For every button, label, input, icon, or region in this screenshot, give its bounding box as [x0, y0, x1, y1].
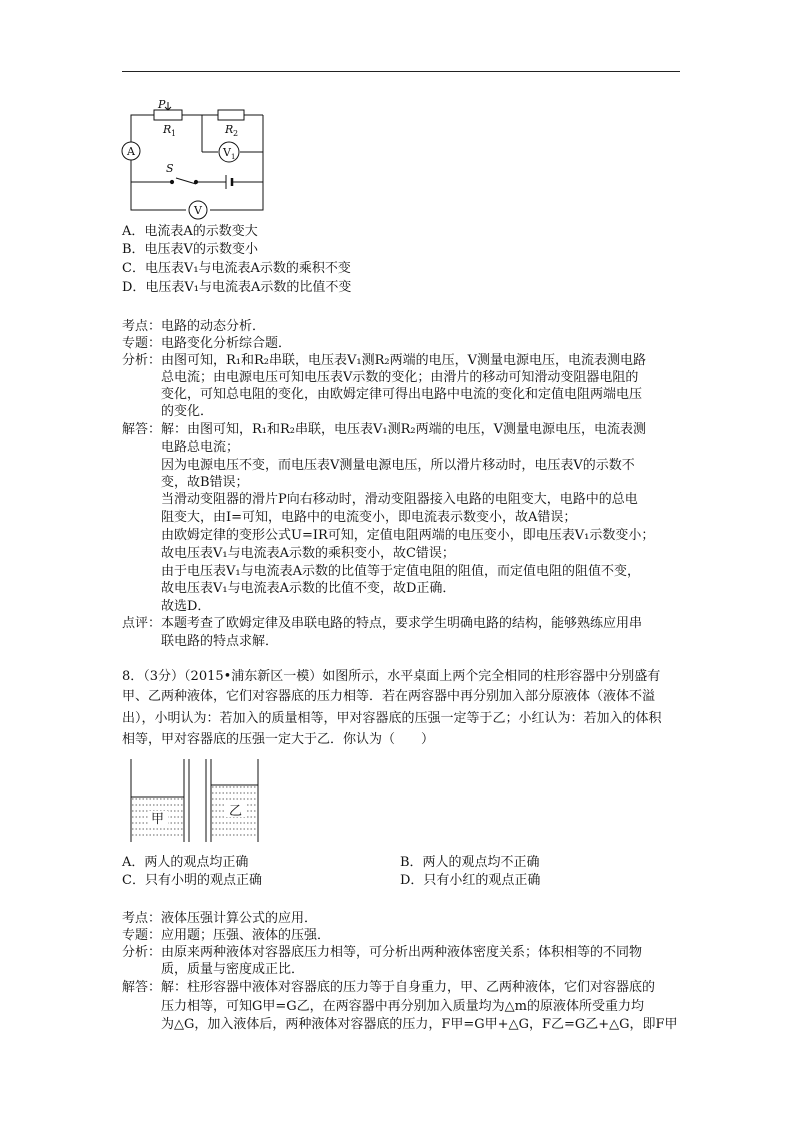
header-rule [122, 71, 680, 72]
q8-option-c: C．只有小明的观点正确 [122, 873, 262, 888]
q7-analysis-line: 总电流；由电源电压可知电压表V示数的变化；由滑片的移动可知滑动变阻器电阻的 [122, 370, 639, 385]
voltmeter-v1-sub: 1 [231, 153, 236, 161]
containers-figure [126, 757, 266, 847]
q7-option-b: B．电压表V的示数变小 [122, 242, 258, 257]
label-p: P [158, 98, 166, 111]
ammeter-a-label: A [127, 145, 135, 158]
q8-analysis-line: 为△G，加入液体后，两种液体对容器底的压力，F甲=G甲+△G，F乙=G乙+△G，即F甲 [122, 1017, 678, 1032]
q7-analysis-line: 点评：本题考查了欧姆定律及串联电路的特点，要求学生明确电路的结构，能够熟练应用串 [122, 616, 643, 631]
q7-analysis-line: 的变化． [122, 404, 214, 419]
q8-option-a: A．两人的观点均正确 [122, 855, 249, 870]
q8-stem-line: 8．（3分）（2015•浦东新区一模）如图所示，水平桌面上两个完全相同的柱形容器中分别盛有 [122, 669, 661, 684]
q7-analysis-line: 变，故B错误； [122, 475, 249, 490]
voltmeter-v1-label: V [223, 146, 231, 159]
q7-analysis-line: 故电压表V₁与电流表A示数的比值不变，故D正确． [122, 581, 456, 596]
q7-analysis-line: 故电压表V₁与电流表A示数的乘积变小，故C错误； [122, 546, 455, 561]
voltmeter-v-label: V [194, 204, 202, 217]
q7-analysis-line: 由于电压表V₁与电流表A示数的比值等于定值电阻的阻值，而定值电阻的阻值不变， [122, 564, 640, 579]
q7-analysis-line: 阻变大，由I=可知，电路中的电流变小，即电流表示数变小，故A错误； [122, 510, 577, 525]
q8-analysis-line: 分析：由原来两种液体对容器底压力相等，可分析出两种液体密度关系；体积相等的不同物 [122, 945, 643, 960]
q7-analysis-line: 分析：由图可知，R₁和R₂串联，电压表V₁测R₂两端的电压，V测量电源电压，电流表测电路 [122, 353, 646, 368]
q7-analysis-line: 联电路的特点求解． [122, 634, 279, 649]
q7-analysis-line: 考点：电路的动态分析． [122, 319, 266, 334]
q7-analysis-line: 解答：解：由图可知，R₁和R₂串联，电压表V₁测R₂两端的电压，V测量电源电压，电流表测 [122, 422, 646, 437]
q7-analysis-line: 变化，可知总电阻的变化，由欧姆定律可得出电路中电流的变化和定值电阻两端电压 [122, 387, 643, 402]
q7-option-c: C．电压表V₁与电流表A示数的乘积不变 [122, 261, 351, 276]
q8-analysis-line: 质，质量与密度成正比． [122, 962, 305, 977]
q8-analysis-line: 专题：应用题；压强、液体的压强． [122, 928, 331, 943]
q8-stem-line: 相等，甲对容器底的压强一定大于乙．你认为（ ） [122, 732, 435, 747]
q7-analysis-line: 故选D． [122, 599, 211, 614]
q7-analysis-line: 电路总电流； [122, 440, 240, 455]
label-r1-sub: 1 [171, 129, 177, 138]
circuit-diagram [118, 98, 268, 220]
q8-analysis-line: 解答：解：柱形容器中液体对容器底的压力等于自身重力，甲、乙两种液体，它们对容器底的 [122, 980, 656, 995]
q8-stem-line: 出），小明认为：若加入的质量相等，甲对容器底的压强一定等于乙；小红认为：若加入的体积 [122, 711, 662, 726]
q8-stem-line: 甲、乙两种液体，它们对容器底的压力相等．若在两容器中再分别加入部分原液体（液体不溢 [122, 689, 656, 704]
q7-analysis-line: 因为电源电压不变，而电压表V测量电源电压，所以滑片移动时，电压表V的示数不 [122, 458, 635, 473]
q7-option-d: D．电压表V₁与电流表A示数的比值不变 [122, 280, 352, 295]
container-label-yi: 乙 [229, 804, 243, 819]
q7-analysis-line: 由欧姆定律的变形公式U=IR可知，定值电阻两端的电压变小，即电压表V₁示数变小； [122, 528, 655, 543]
q7-analysis-line: 当滑动变阻器的滑片P向右移动时，滑动变阻器接入电路的电阻变大，电路中的总电 [122, 492, 638, 507]
label-s: S [166, 162, 174, 175]
label-r1: R [163, 123, 172, 136]
label-r2-sub: 2 [233, 129, 239, 138]
container-label-jia: 甲 [151, 812, 165, 827]
label-r2: R [225, 123, 234, 136]
q7-analysis-line: 专题：电路变化分析综合题． [122, 336, 292, 351]
q8-option-d: D．只有小红的观点正确 [400, 873, 541, 888]
q8-analysis-line: 考点：液体压强计算公式的应用． [122, 911, 318, 926]
q8-analysis-line: 压力相等，可知G甲=G乙，在两容器中再分别加入质量均为△m的原液体所受重力均 [122, 999, 644, 1014]
q8-option-b: B．两人的观点均不正确 [400, 855, 540, 870]
q7-option-a: A．电流表A的示数变大 [122, 224, 258, 239]
